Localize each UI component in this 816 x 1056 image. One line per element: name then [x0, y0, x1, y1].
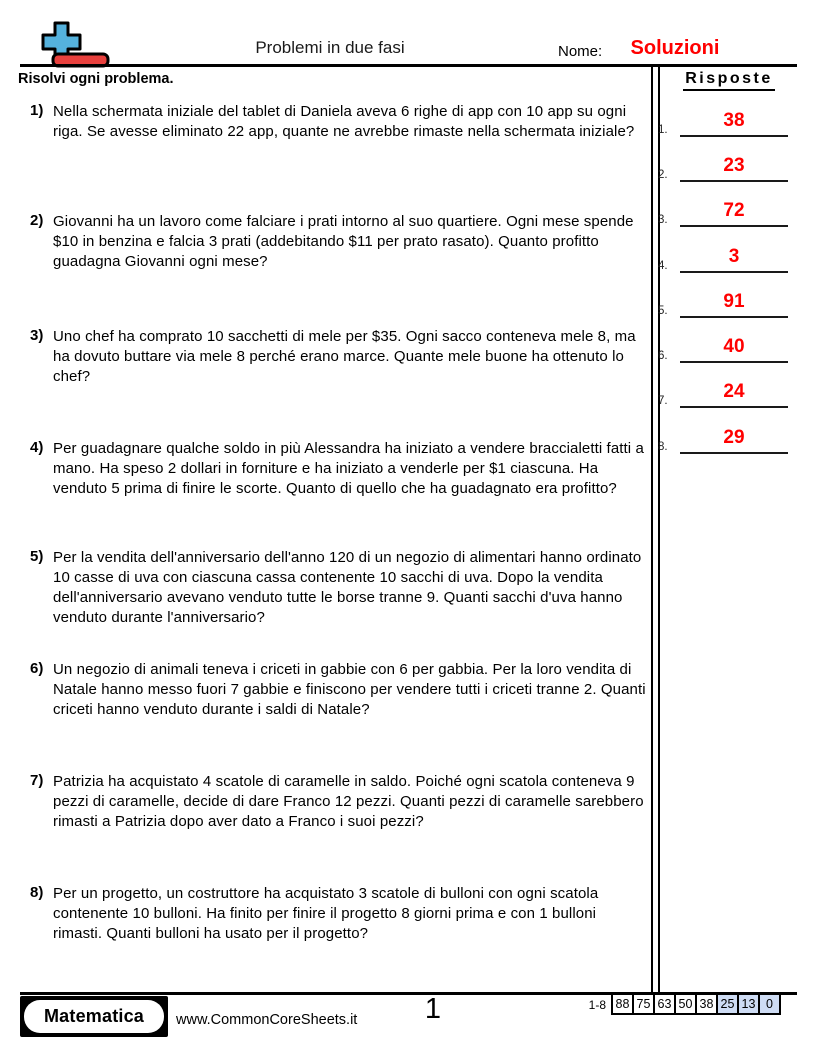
answer-value: 24: [723, 381, 745, 402]
answer-row-8: [658, 424, 795, 454]
problem-text: Un negozio di animali teneva i criceti in gabbie con 6 per gabbia. Per la loro vendita di Natale hanno messo fuori 7 gabbie e finiscono per vendere tutti i criceti tranne 2. Quanti criceti hanno venduto durante i saldi di Natale?: [53, 661, 646, 718]
instructions-text: Risolvi ogni problema.: [18, 71, 174, 87]
answer-blank: [680, 152, 788, 182]
answer-blank: [680, 424, 788, 454]
answer-label: 5.: [658, 305, 668, 317]
name-label: Nome:: [558, 43, 603, 60]
score-cell: 88: [611, 993, 634, 1015]
answer-value: 40: [723, 336, 745, 357]
problem-text: Nella schermata iniziale del tablet di Daniela aveva 6 righe di app con 10 app su ogni riga. Se avesse eliminato 22 app, quante ne avrebbe rimaste nella schermata iniziale?: [53, 103, 635, 140]
score-cell: 50: [674, 993, 697, 1015]
score-grid: [611, 993, 781, 1015]
answer-row-4: [658, 243, 795, 273]
problem-number: 7): [30, 772, 44, 789]
problem-number: 6): [30, 660, 44, 677]
problem-text: Per un progetto, un costruttore ha acquistato 3 scatole di bulloni con ogni scatola contenente 10 bulloni. Ha finito per finire il progetto 8 giorni prima e con 1 bulloni rimasti. Quanti bulloni ha usato per il progetto?: [53, 885, 599, 942]
page-title: Problemi in due fasi: [255, 38, 405, 57]
answer-label: 1.: [658, 124, 668, 136]
problem-item-1: [30, 102, 648, 142]
answer-row-6: [658, 333, 795, 363]
problem-text: Per guadagnare qualche soldo in più Alessandra ha iniziato a vendere braccialetti fatti a mano. Ha speso 2 dollari in forniture e ha iniziato a venderle per $1 ciascuna. Ha venduto 5 prima di finire le scorte. Quanto di quello che ha guadagnato era profitto?: [53, 440, 644, 497]
brand-name: Matematica: [24, 1000, 164, 1033]
problem-item-6: [30, 660, 648, 720]
problem-text: Per la vendita dell'anniversario dell'anno 120 di un negozio di alimentari hanno ordinato 10 casse di uva con ciascuna cassa contenente 10 sacchi di uva. Dopo la vendita dell'anniversario avevano venduto tutte le borse tranne 9. Quanti sacchi d'uva hanno venduto durante l'anniversario?: [53, 549, 642, 626]
score-cell-highlighted: 0: [758, 993, 781, 1015]
problem-text: Uno chef ha comprato 10 sacchetti di mele per $35. Ogni sacco conteneva mele 8, ma ha dovuto buttare via mele 8 perché erano marce. Quante mele buone ha ottenuto lo chef?: [53, 328, 636, 385]
answer-value: 91: [723, 291, 745, 312]
answer-blank: [680, 197, 788, 227]
problem-item-7: [30, 772, 648, 832]
answer-value: 23: [723, 155, 745, 176]
problem-text: Patrizia ha acquistato 4 scatole di caramelle in saldo. Poiché ogni scatola conteneva 9 pezzi di caramelle, decide di dare Franco 12 pezzi. Quanti pezzi di caramelle sarebbero rimasti a Patrizia dopo aver dato a Franco i suoi pezzi?: [53, 773, 644, 830]
score-range-label: 1-8: [588, 998, 606, 1012]
score-cell: 75: [632, 993, 655, 1015]
answer-label: 7.: [658, 395, 668, 407]
problem-item-8: [30, 884, 648, 944]
answer-value: 3: [728, 246, 740, 267]
answer-row-2: [658, 152, 795, 182]
answer-row-5: [658, 288, 795, 318]
answer-row-3: [658, 197, 795, 227]
answer-blank: [680, 333, 788, 363]
answer-label: 3.: [658, 214, 668, 226]
problem-number: 2): [30, 212, 44, 229]
score-cell: 38: [695, 993, 718, 1015]
answer-value: 72: [723, 200, 745, 221]
answer-value: 38: [723, 110, 745, 131]
answer-row-1: [658, 107, 795, 137]
brand-badge: [20, 996, 168, 1037]
score-cell: 63: [653, 993, 676, 1015]
problem-item-3: [30, 327, 648, 387]
problem-text: Giovanni ha un lavoro come falciare i prati intorno al suo quartiere. Ogni mese spende $10 in benzina e falcia 3 prati (addebitando $11 per prato rasato). Quanto profitto guadagna Giovanni ogni mese?: [53, 213, 634, 270]
problem-item-4: [30, 439, 648, 499]
problem-item-5: [30, 548, 648, 628]
answers-heading: Risposte: [662, 70, 796, 91]
answer-label: 8.: [658, 441, 668, 453]
problem-number: 8): [30, 884, 44, 901]
answer-value: 29: [723, 427, 745, 448]
answer-label: 6.: [658, 350, 668, 362]
problem-number: 5): [30, 548, 44, 565]
score-cell-highlighted: 25: [716, 993, 739, 1015]
header-divider: [20, 64, 797, 67]
name-value-solutions: Soluzioni: [630, 37, 720, 59]
answer-row-7: [658, 378, 795, 408]
answer-label: 2.: [658, 169, 668, 181]
answer-blank: [680, 288, 788, 318]
problem-number: 3): [30, 327, 44, 344]
score-cell-highlighted: 13: [737, 993, 760, 1015]
answer-blank: [680, 107, 788, 137]
website-link: www.CommonCoreSheets.it: [176, 1012, 358, 1028]
answer-blank: [680, 243, 788, 273]
page-number: 1: [424, 993, 442, 1025]
answer-label: 4.: [658, 260, 668, 272]
problem-number: 1): [30, 102, 44, 119]
answer-blank: [680, 378, 788, 408]
problem-item-2: [30, 212, 648, 272]
problem-number: 4): [30, 439, 44, 456]
